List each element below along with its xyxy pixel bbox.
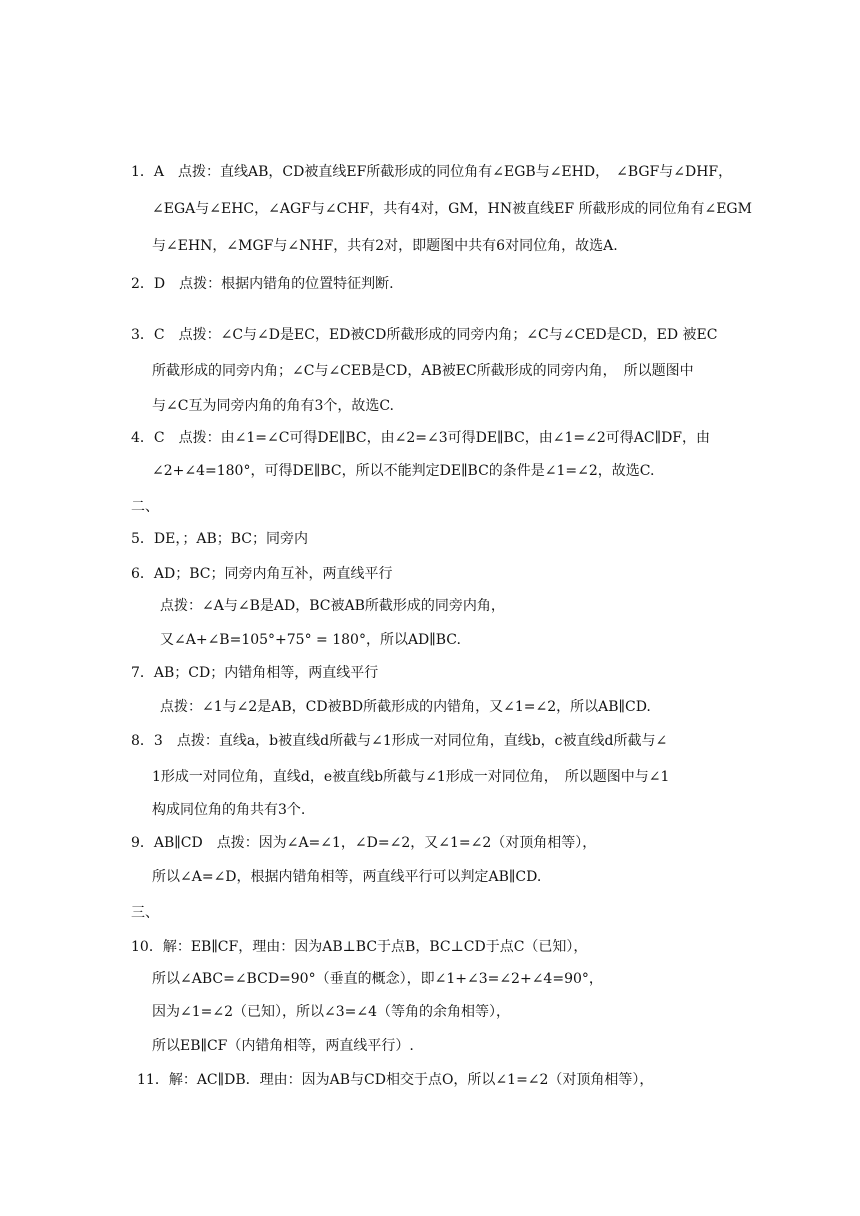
text-line: ∠2+∠4=180°，可得DE∥BC，所以不能判定DE∥BC的条件是∠1=∠2，故选C. [152, 463, 655, 479]
section-heading: 二、 [131, 499, 159, 515]
text-line: 3．C 点拨：∠C与∠D是EC，ED被CD所截形成的同旁内角；∠C与∠CED是CD，ED 被EC [131, 327, 718, 343]
text-line: 4．C 点拨：由∠1=∠C可得DE∥BC，由∠2=∠3可得DE∥BC，由∠1=∠2可得AC∥DF，由 [131, 430, 711, 446]
text-line: 8．3 点拨：直线a，b被直线d所截与∠1形成一对同位角，直线b，c被直线d所截与∠ [131, 733, 668, 749]
text-line: 点拨：∠1与∠2是AB，CD被BD所截形成的内错角，又∠1=∠2，所以AB∥CD. [160, 699, 651, 715]
text-line: 所以∠ABC=∠BCD=90°（垂直的概念），即∠1+∠3=∠2+∠4=90°， [152, 971, 603, 987]
text-line: 所截形成的同旁内角；∠C与∠CEB是CD，AB被EC所截形成的同旁内角， 所以题图中 [152, 363, 694, 379]
text-line: 11．解：AC∥DB．理由：因为AB与CD相交于点O，所以∠1=∠2（对顶角相等）， [137, 1072, 654, 1088]
text-line: 点拨：∠A与∠B是AD，BC被AB所截形成的同旁内角， [160, 598, 505, 614]
text-line: 因为∠1=∠2（已知），所以∠3=∠4（等角的余角相等）， [152, 1004, 511, 1020]
text-line: 与∠C互为同旁内角的角有3个，故选C. [152, 398, 395, 414]
text-line: 1．A 点拨：直线AB，CD被直线EF所截形成的同位角有∠EGB与∠EHD， ∠BGF与∠DHF， [131, 164, 733, 180]
text-line: 2．D 点拨：根据内错角的位置特征判断. [131, 276, 394, 292]
text-line: 又∠A+∠B=105°+75° = 180°，所以AD∥BC. [160, 632, 461, 648]
text-line: 所以EB∥CF（内错角相等，两直线平行）. [152, 1038, 414, 1054]
text-line: 10．解：EB∥CF，理由：因为AB⊥BC于点B，BC⊥CD于点C（已知）， [131, 939, 588, 955]
text-line: 与∠EHN，∠MGF与∠NHF，共有2对，即题图中共有6对同位角，故选A. [152, 238, 618, 254]
section-heading: 三、 [131, 905, 159, 921]
text-line: ∠EGA与∠EHC，∠AGF与∠CHF，共有4对，GM，HN被直线EF 所截形成的同位角有∠EGM [152, 201, 752, 217]
text-line: 所以∠A=∠D，根据内错角相等，两直线平行可以判定AB∥CD. [152, 869, 542, 885]
text-line: 构成同位角的角共有3个. [152, 802, 306, 818]
text-line: 5．DE，；AB；BC；同旁内 [131, 531, 309, 547]
text-line: 7．AB；CD；内错角相等，两直线平行 [131, 665, 379, 681]
text-line: 1形成一对同位角，直线d，e被直线b所截与∠1形成一对同位角， 所以题图中与∠1 [152, 769, 670, 785]
text-line: 9．AB∥CD 点拨：因为∠A=∠1，∠D=∠2，又∠1=∠2（对顶角相等）， [131, 835, 597, 851]
text-line: 6．AD；BC；同旁内角互补，两直线平行 [131, 566, 393, 582]
